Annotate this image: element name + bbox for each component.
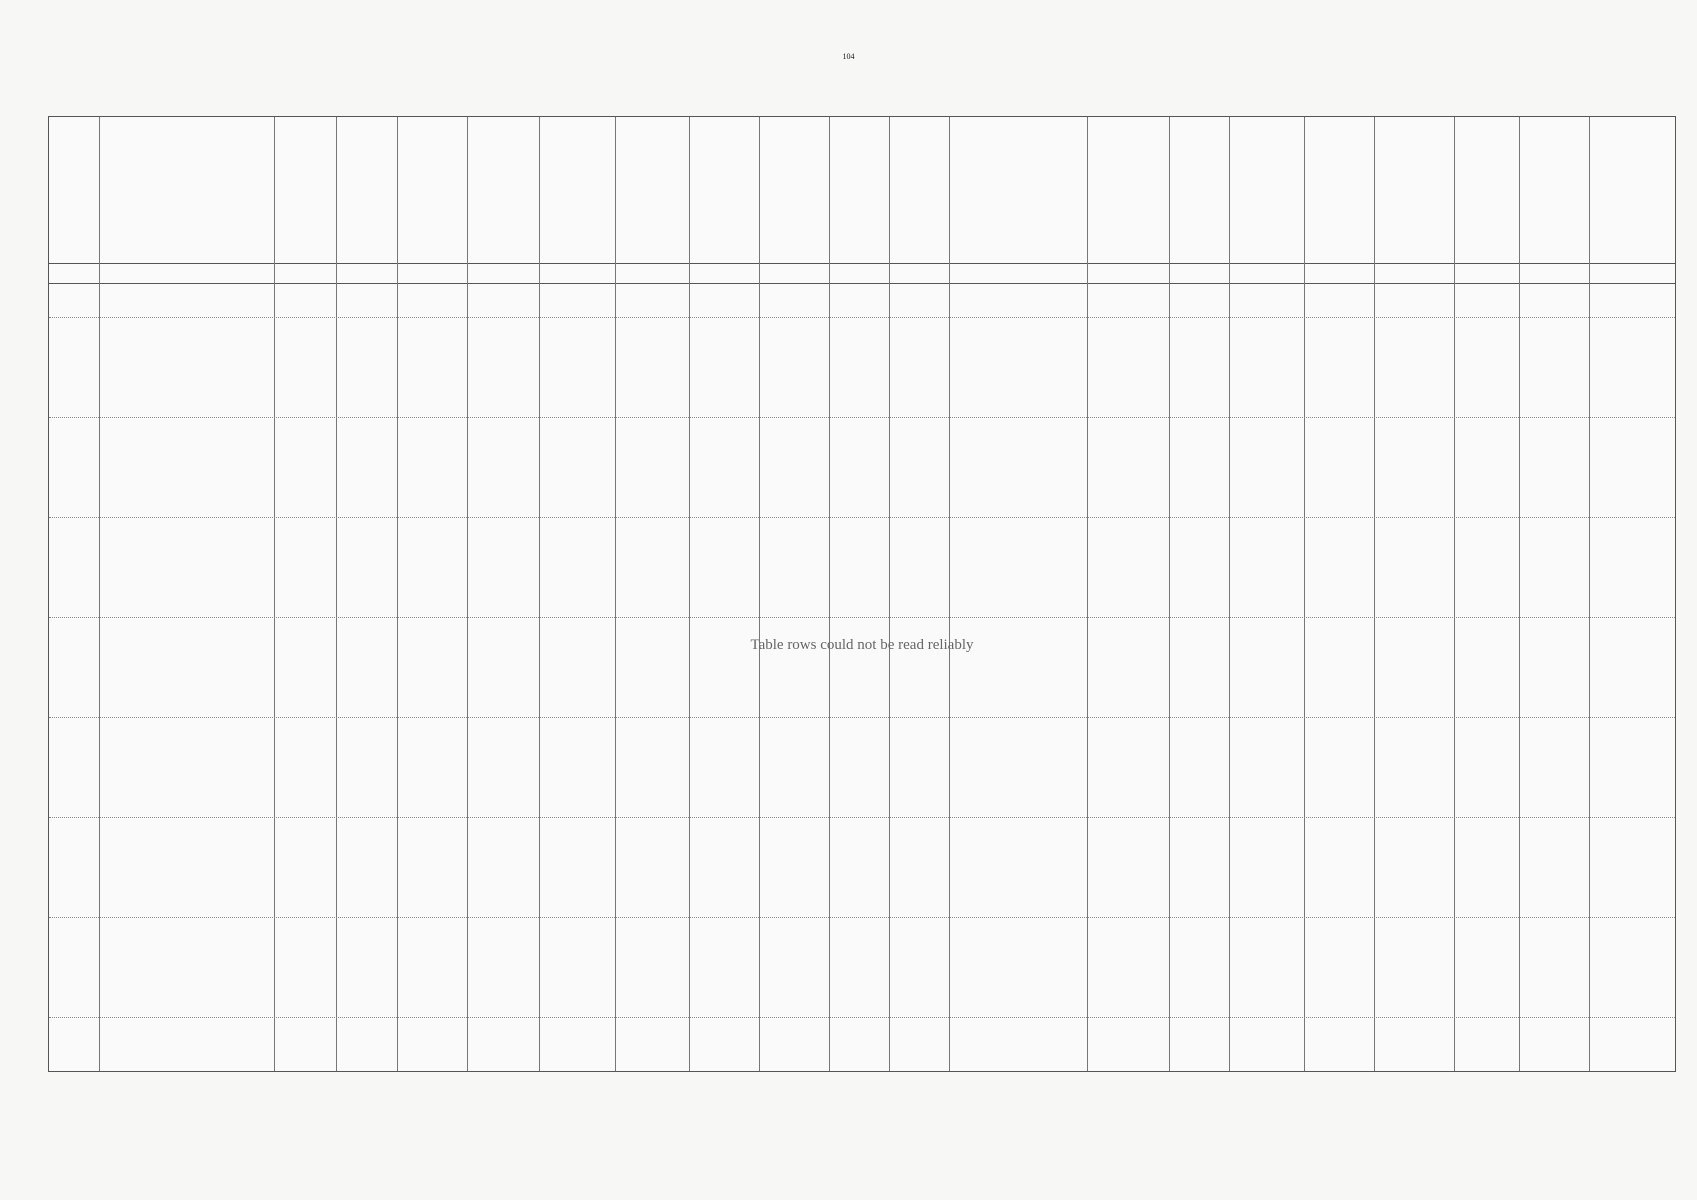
row-divider: [49, 1017, 1675, 1018]
column-divider: [1454, 117, 1455, 1071]
column-divider: [336, 117, 337, 1071]
row-divider: [49, 517, 1675, 518]
column-divider: [1087, 117, 1088, 1071]
column-number-row: [49, 263, 1675, 284]
works-table: [48, 116, 1676, 1072]
column-divider: [949, 117, 950, 1071]
column-divider: [539, 117, 540, 1071]
column-divider: [1519, 117, 1520, 1071]
table-header: [49, 117, 1675, 264]
column-divider: [889, 117, 890, 1071]
column-divider: [274, 117, 275, 1071]
column-divider: [397, 117, 398, 1071]
row-divider: [49, 617, 1675, 618]
row-divider: [49, 917, 1675, 918]
column-divider: [689, 117, 690, 1071]
column-divider: [759, 117, 760, 1071]
row-divider: [49, 417, 1675, 418]
column-divider: [1589, 117, 1590, 1071]
column-divider: [467, 117, 468, 1071]
column-divider: [1169, 117, 1170, 1071]
table-placeholder: Table rows could not be read reliably: [750, 637, 974, 653]
row-divider: [49, 817, 1675, 818]
column-divider: [1304, 117, 1305, 1071]
page-number: 104: [842, 52, 855, 61]
column-divider: [829, 117, 830, 1071]
row-divider: [49, 717, 1675, 718]
column-divider: [1374, 117, 1375, 1071]
row-divider: [49, 317, 1675, 318]
column-divider: [615, 117, 616, 1071]
column-divider: [99, 117, 100, 1071]
column-divider: [1229, 117, 1230, 1071]
